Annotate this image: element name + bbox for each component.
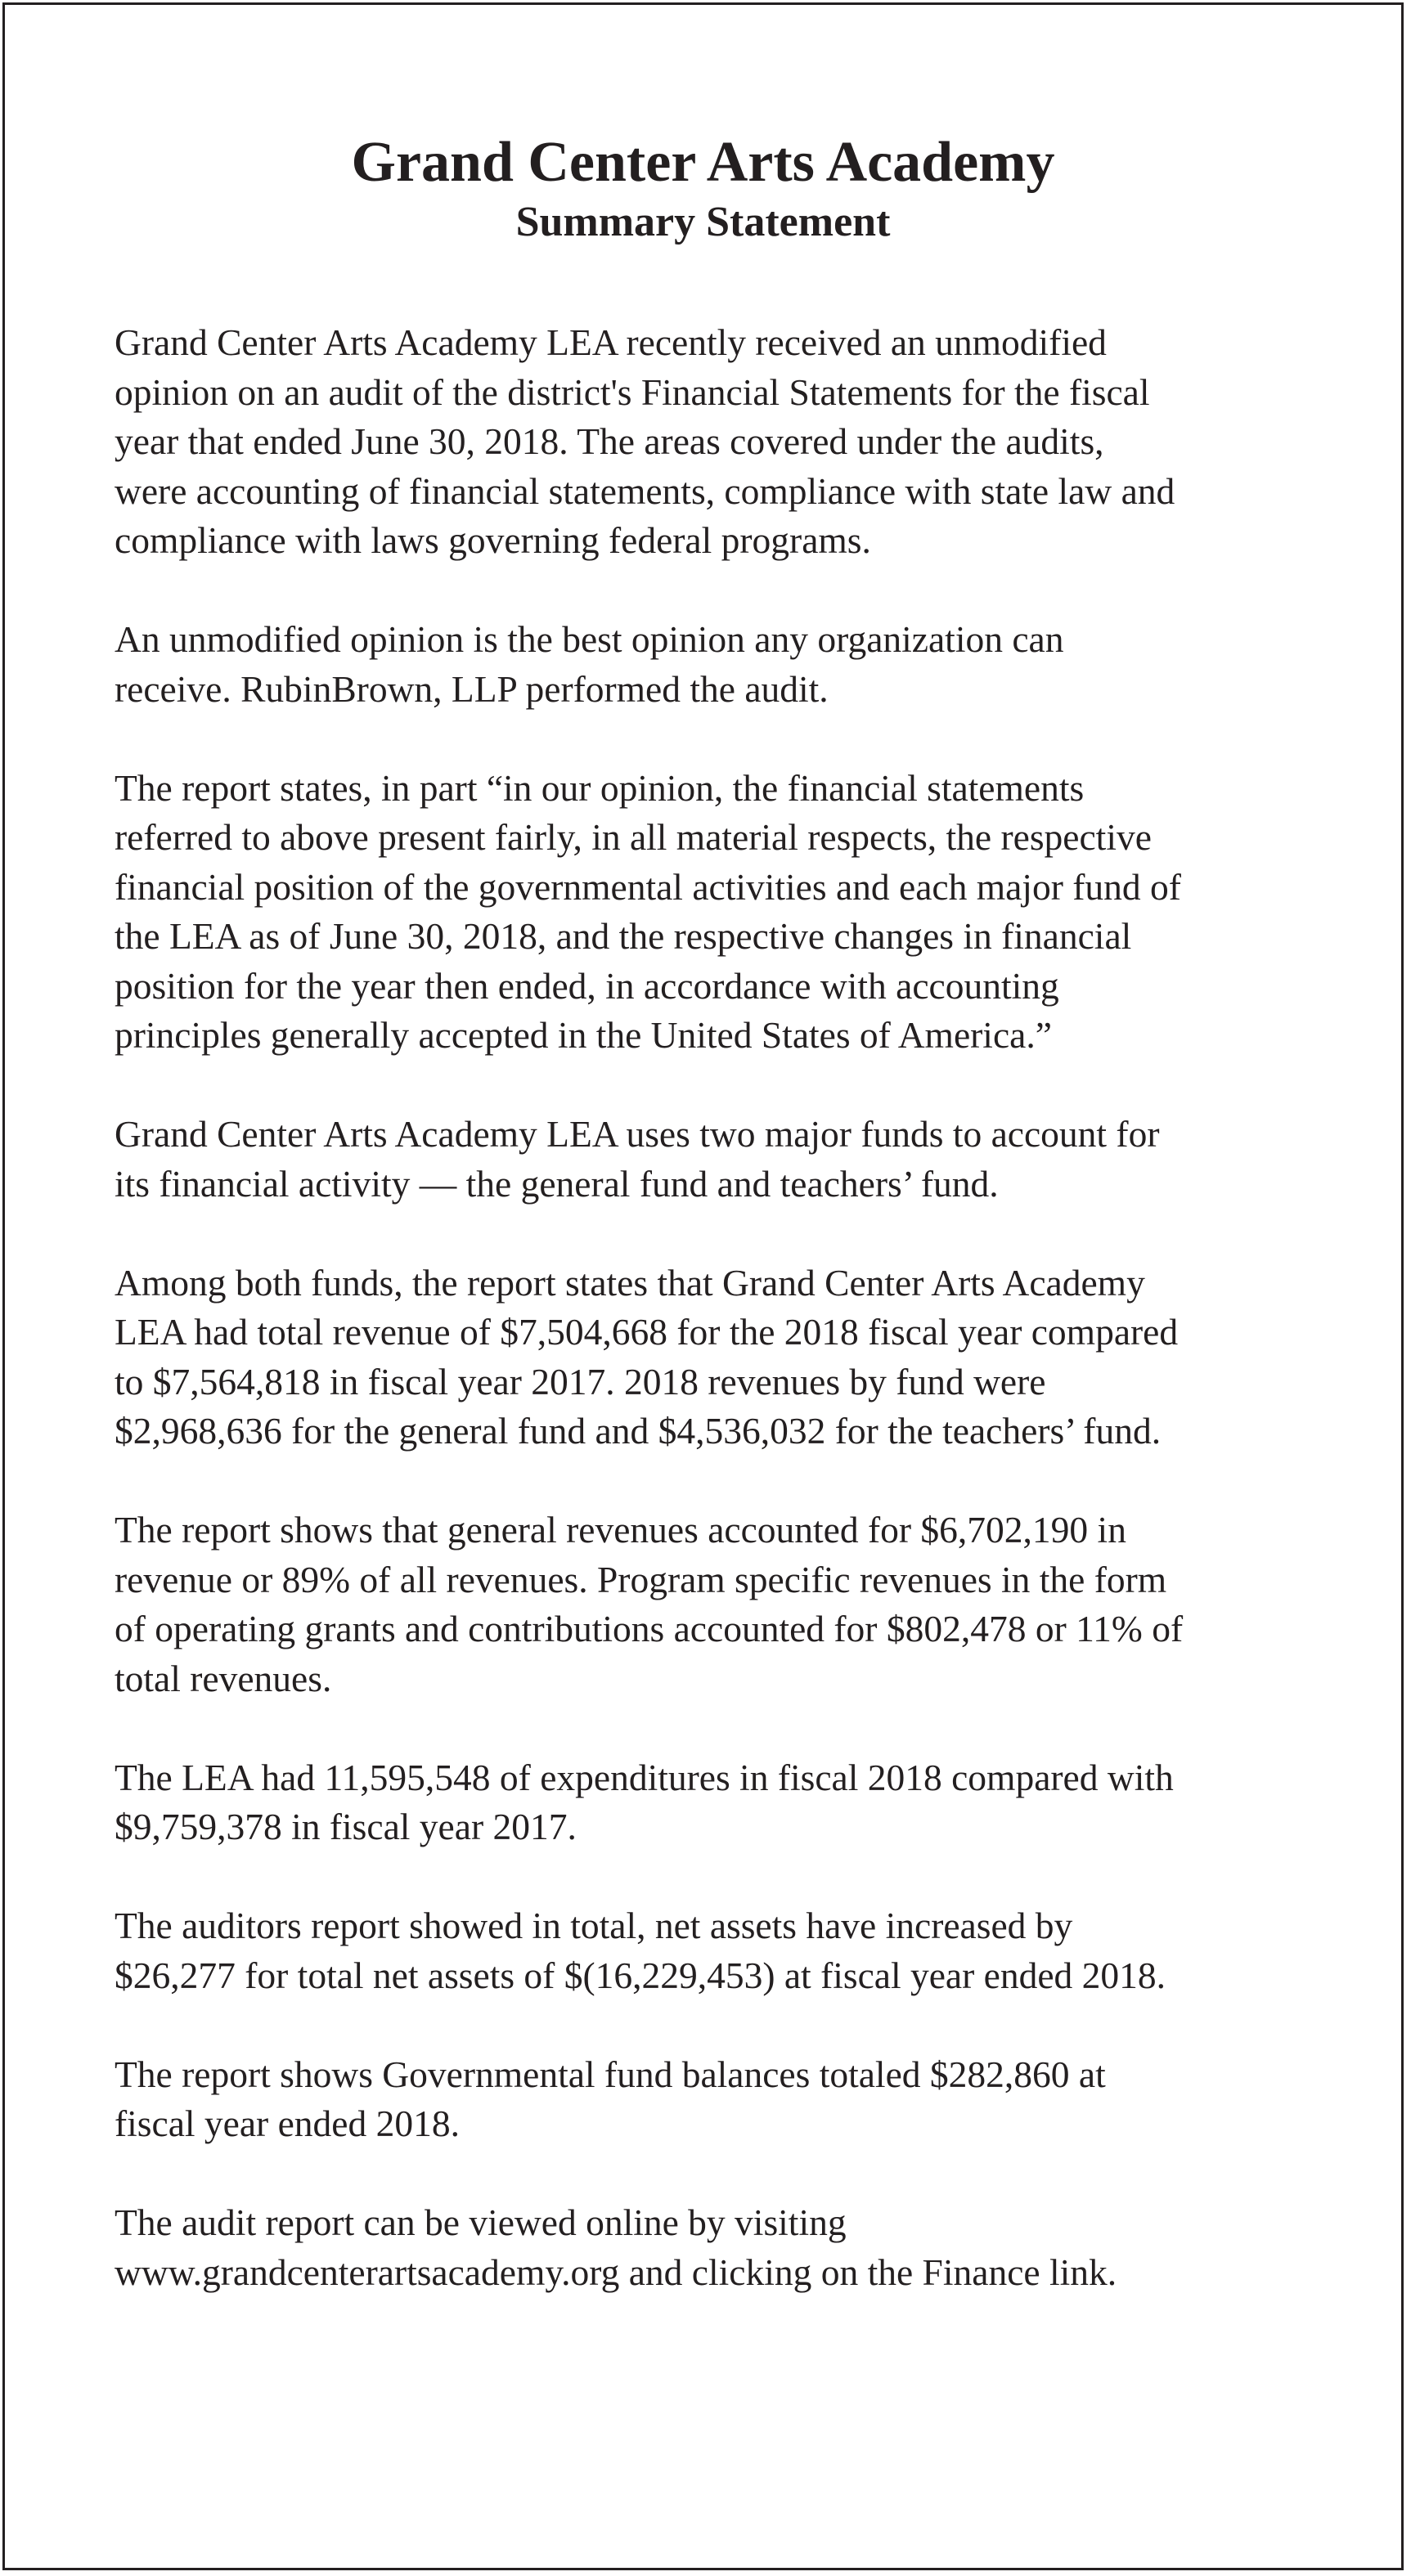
paragraph-major-funds: Grand Center Arts Academy LEA uses two major funds to account for its financial activity — the general fund and teachers’ fund. xyxy=(115,1113,1160,1205)
paragraph-total-revenue: Among both funds, the report states that Grand Center Arts Academy LEA had total revenue of $7,504,668 for the 2018 fiscal year compared to $7,564,818 in fiscal year 2017. 2018 revenues by fund were $2,968,636 for the general fund and $4,536,032 for the teachers’ fund. xyxy=(115,1261,1179,1452)
paragraph-online-report: The audit report can be viewed online by visiting www.grandcenterartsacademy.org and clicking on the Finance link. xyxy=(115,2201,1117,2293)
paragraph-audit-opinion: Grand Center Arts Academy LEA recently received an unmodified opinion on an audit of the district's Financial Statements for the fiscal year that ended June 30, 2018. The areas covered under the audits, were accounting of financial statements, compliance with state law and compliance with laws governing federal programs. xyxy=(115,321,1175,561)
statement-body xyxy=(115,318,1309,2347)
paragraph-unmodified-opinion: An unmodified opinion is the best opinion any organization can receive. RubinBrown, LLP performed the audit. xyxy=(115,618,1064,710)
document-subtitle: Summary Statement xyxy=(515,199,891,245)
paragraph-revenue-breakdown: The report shows that general revenues accounted for $6,702,190 in revenue or 89% of all revenues. Program specific revenues in the form of operating grants and contributions accounted for $802,478 or 11% of total revenues. xyxy=(115,1509,1184,1699)
paragraph-fund-balances: The report shows Governmental fund balances totaled $282,860 at fiscal year ended 2018. xyxy=(115,2053,1106,2144)
document-title: Grand Center Arts Academy xyxy=(351,131,1055,194)
paragraph-net-assets: The auditors report showed in total, net assets have increased by $26,277 for total net assets of $(16,229,453) at fiscal year ended 2018. xyxy=(115,1905,1166,1996)
paragraph-expenditures: The LEA had 11,595,548 of expenditures in fiscal 2018 compared with $9,759,378 in fiscal year 2017. xyxy=(115,1756,1174,1847)
page-border xyxy=(2,2,1404,2570)
paragraph-report-quote: The report states, in part “in our opinion, the financial statements referred to above present fairly, in all material respects, the respective financial position of the governmental activities and each major fund of the LEA as of June 30, 2018, and the respective changes in financial position for the year then ended, in accordance with accounting principles generally accepted in the United States of America.” xyxy=(115,766,1181,1056)
